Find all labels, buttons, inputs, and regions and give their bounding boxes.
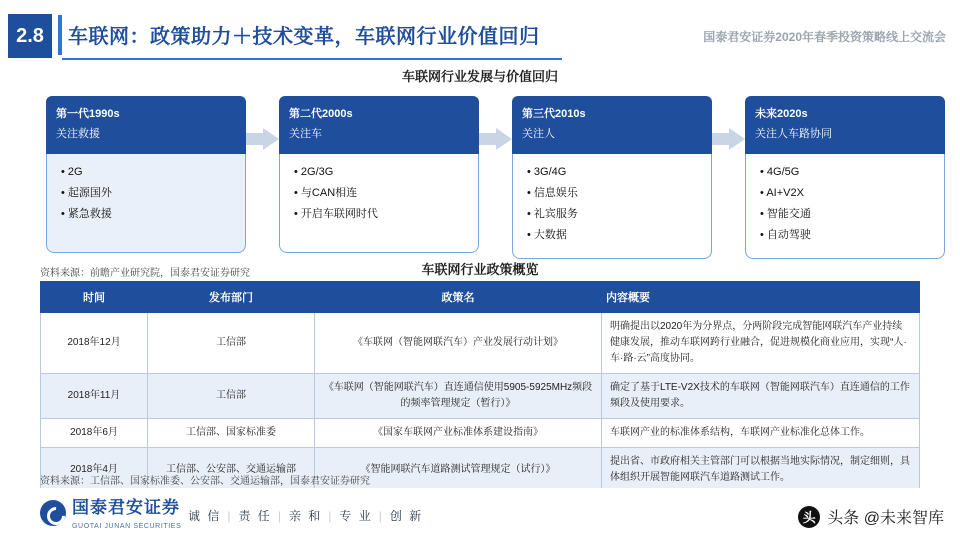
cell-dept: 工信部 (148, 374, 315, 419)
flow-source-note: 资料来源：前瞻产业研究院，国泰君安证券研究 (40, 268, 250, 279)
cell-desc: 明确提出以2020年为分界点，分两阶段完成智能网联汽车产业持续健康发展，推动车联网跨行业融合，促进规模化商业应用，实现“人·车·路·云”高度协同。 (602, 313, 920, 374)
generation-card-3 (512, 96, 712, 263)
policy-table (40, 281, 920, 493)
slogan-word-4: 专 业 (339, 509, 373, 523)
generation-body-4 (745, 150, 945, 259)
page-title: 车联网：政策助力＋技术变革，车联网行业价值回归 (68, 26, 540, 48)
generation-header-1 (46, 96, 246, 154)
table-source-note: 资料来源：工信部、国家标准委、公安部、交通运输部，国泰君安证券研究 (40, 476, 370, 487)
list-item: • 2G (61, 162, 235, 183)
generation-card-4 (745, 96, 945, 263)
generation-body-3 (512, 150, 712, 259)
header-conference-note: 国泰君安证券2020年春季投资策略线上交流会 (703, 30, 946, 44)
table-row (41, 374, 920, 419)
slogan-word-1: 诚 信 (188, 509, 222, 523)
list-item: • 智能交通 (760, 204, 934, 225)
slogan-word-3: 亲 和 (288, 509, 323, 523)
generation-focus-4: 关注人车路协同 (755, 128, 832, 140)
table-section-title: 车联网行业政策概览 (421, 262, 539, 277)
generation-focus-2: 关注车 (289, 128, 322, 140)
list-item: • 信息娱乐 (527, 183, 701, 204)
table-header-row (41, 282, 920, 313)
header-accent-bar (58, 15, 62, 55)
company-name-cn: 国泰君安证券 (72, 498, 180, 517)
list-item: • 紧急救援 (61, 204, 235, 225)
cell-time: 2018年4月 (41, 448, 148, 493)
generation-card-1 (46, 96, 246, 257)
column-header-policy: 政策名 (315, 282, 602, 313)
column-header-dept: 发布部门 (148, 282, 315, 313)
list-item: • 礼宾服务 (527, 204, 701, 225)
cell-policy: 《智能网联汽车道路测试管理规定（试行）》 (315, 448, 602, 493)
list-item: • 3G/4G (527, 162, 701, 183)
cell-policy: 《车联网（智能网联汽车）产业发展行动计划》 (315, 313, 602, 374)
flow-section-title: 车联网行业发展与价值回归 (401, 69, 558, 84)
list-item: • 与CAN相连 (294, 183, 468, 204)
toutiao-icon: 头 (798, 506, 820, 528)
slide-footer (0, 488, 960, 540)
generation-header-3 (512, 96, 712, 154)
cell-desc: 车联网产业的标准体系结构，车联网产业标准化总体工作。 (602, 419, 920, 448)
list-item: • 开启车联网时代 (294, 204, 468, 225)
generation-body-1 (46, 150, 246, 253)
list-item: • 大数据 (527, 225, 701, 246)
slogan-word-5: 创 新 (389, 509, 424, 523)
list-item: • 起源国外 (61, 183, 235, 204)
generation-name-4: 未来2020s (755, 108, 808, 120)
cell-desc: 确定了基于LTE-V2X技术的车联网（智能网联汽车）直连通信的工作频段及使用要求。 (602, 374, 920, 419)
table-row (41, 313, 920, 374)
cell-dept: 工信部、公安部、交通运输部 (148, 448, 315, 493)
cell-policy: 《国家车联网产业标准体系建设指南》 (315, 419, 602, 448)
section-number: 2.8 (8, 14, 52, 58)
generation-card-2 (279, 96, 479, 257)
list-item: • 自动驾驶 (760, 225, 934, 246)
list-item: • 4G/5G (760, 162, 934, 183)
generation-focus-3: 关注人 (522, 128, 555, 140)
watermark (798, 505, 944, 528)
generation-header-2 (279, 96, 479, 154)
company-logo-icon (40, 500, 66, 526)
column-header-desc: 内容概要 (602, 282, 920, 313)
list-item: • 2G/3G (294, 162, 468, 183)
cell-time: 2018年6月 (41, 419, 148, 448)
company-name-en: GUOTAI JUNAN SECURITIES (72, 523, 182, 530)
column-header-time: 时间 (41, 282, 148, 313)
cell-desc: 提出省、市政府相关主管部门可以根据当地实际情况，制定细则，具体组织开展智能网联汽车道路测试工作。 (602, 448, 920, 493)
generation-name-1: 第一代1990s (56, 108, 120, 120)
cell-policy: 《车联网（智能网联汽车）直连通信使用5905-5925MHz频段的频率管理规定（暂行）》 (315, 374, 602, 419)
cell-dept: 工信部 (148, 313, 315, 374)
company-slogan: 诚 信 | 责 任 | 亲 和 | 专 业 | 创 新 (188, 509, 424, 523)
slide-header (0, 14, 960, 58)
generation-focus-1: 关注救援 (56, 128, 100, 140)
generation-name-2: 第二代2000s (289, 108, 353, 120)
slogan-word-2: 责 任 (238, 509, 272, 523)
generation-header-4 (745, 96, 945, 154)
cell-time: 2018年11月 (41, 374, 148, 419)
header-underline (62, 58, 562, 60)
watermark-text: 头条 @未来智库 (827, 510, 944, 527)
table-row (41, 419, 920, 448)
list-item: • AI+V2X (760, 183, 934, 204)
cell-dept: 工信部、国家标准委 (148, 419, 315, 448)
generation-name-3: 第三代2010s (522, 108, 586, 120)
generation-body-2 (279, 150, 479, 253)
cell-time: 2018年12月 (41, 313, 148, 374)
